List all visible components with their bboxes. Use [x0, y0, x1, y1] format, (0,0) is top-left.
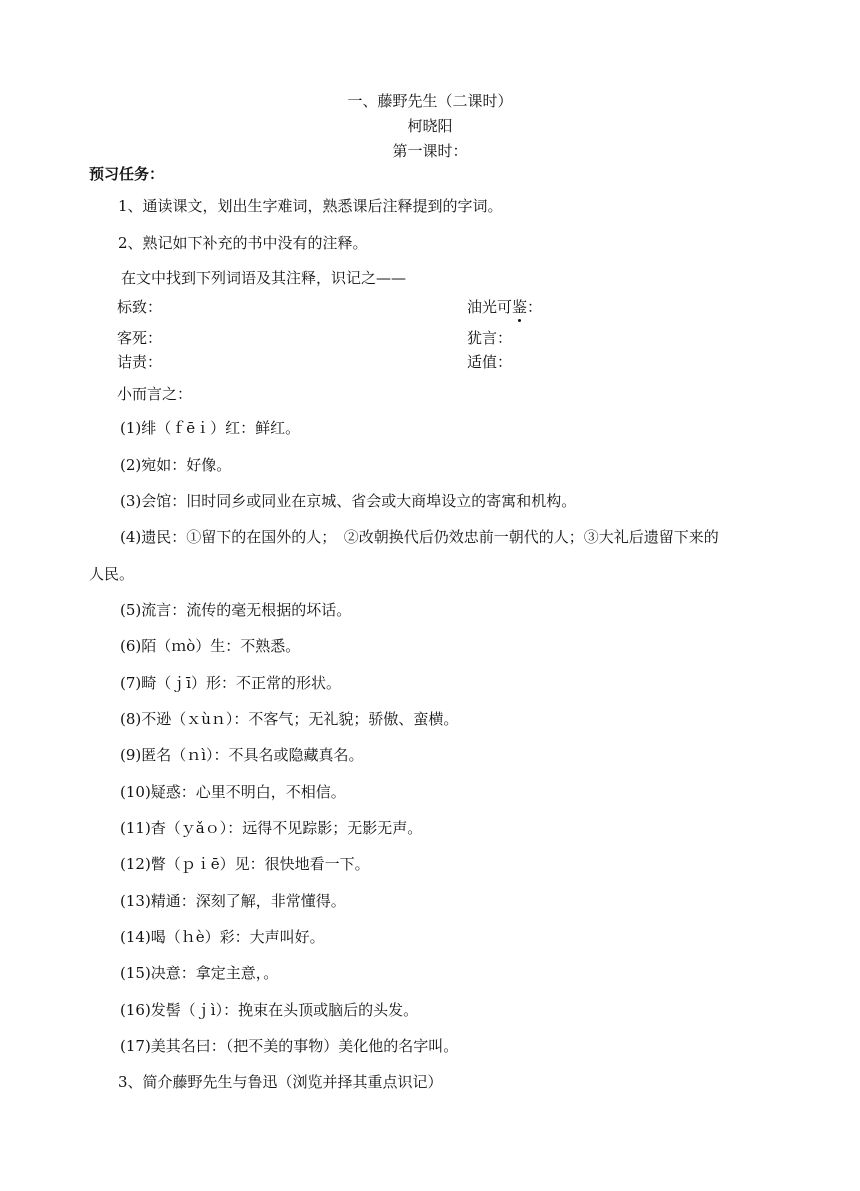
lesson-label: 第一课时：: [392, 142, 468, 160]
note-item: (7)畸（ｊī）形：不正常的形状。: [120, 674, 342, 692]
note-item: (1)绯（ｆēｉ）红：鲜红。: [120, 419, 301, 437]
note-item-continuation: 人民。: [89, 565, 135, 583]
note-item: (11)杳（ｙǎｏ）：远得不见踪影；无影无声。: [120, 819, 423, 837]
term-youguang-suffix: ：: [527, 298, 543, 316]
document-title: 一、藤野先生（二课时）: [347, 92, 513, 110]
task-3: 3、简介藤野先生与鲁迅（浏览并择其重点识记）: [118, 1073, 443, 1091]
find-prompt: 在文中找到下列词语及其注释，识记之——: [121, 269, 407, 287]
term-youguang-prefix: 油光可: [467, 298, 513, 316]
term-kesi: 客死：: [117, 329, 163, 347]
note-item: (8)不逊（ｘùｎ）：不客气；无礼貌；骄傲、蛮横。: [120, 710, 459, 728]
task-1: 1、通读课文，划出生字难词，熟悉课后注释提到的字词。: [118, 197, 503, 215]
term-youguangkejian: [467, 297, 860, 317]
summary-label: 小而言之：: [117, 385, 193, 403]
emphasis-dot-char: 鉴: [512, 298, 528, 316]
note-item: (13)精通：深刻了解，非常懂得。: [120, 892, 346, 910]
note-item: (2)宛如：好像。: [120, 456, 232, 474]
note-item: (17)美其名曰：（把不美的事物）美化他的名字叫。: [120, 1037, 459, 1055]
term-youyan: 犹言：: [467, 329, 513, 347]
task-2: 2、熟记如下补充的书中没有的注释。: [118, 234, 368, 252]
term-shizhi: 适值：: [467, 353, 513, 371]
note-item: (15)决意：拿定主意，。: [120, 964, 279, 982]
term-jieze: 诘责：: [117, 353, 163, 371]
note-item: (3)会馆：旧时同乡或同业在京城、省会或大商埠设立的寄寓和机构。: [120, 492, 577, 510]
note-item: (10)疑惑：心里不明白，不相信。: [120, 783, 346, 801]
author-name: 柯晓阳: [407, 117, 453, 135]
preview-heading: 预习任务：: [89, 165, 165, 183]
note-item: (4)遗民：①留下的在国外的人； ②改朝换代后仍效忠前一朝代的人；③大礼后遗留下来的: [120, 528, 719, 546]
note-item: (9)匿名（ｎì）：不具名或隐藏真名。: [120, 746, 364, 764]
note-item: (5)流言：流传的毫无根据的坏话。: [120, 601, 352, 619]
note-item: (6)陌（ｍò）生：不熟悉。: [120, 637, 301, 655]
note-item: (12)瞥（ｐｉē）见：很快地看一下。: [120, 855, 370, 873]
note-item: (16)发髻（ｊì）：挽束在头顶或脑后的头发。: [120, 1001, 419, 1019]
term-biaozhi: 标致：: [117, 298, 163, 316]
note-item: (14)喝（ｈè）彩：大声叫好。: [120, 928, 325, 946]
